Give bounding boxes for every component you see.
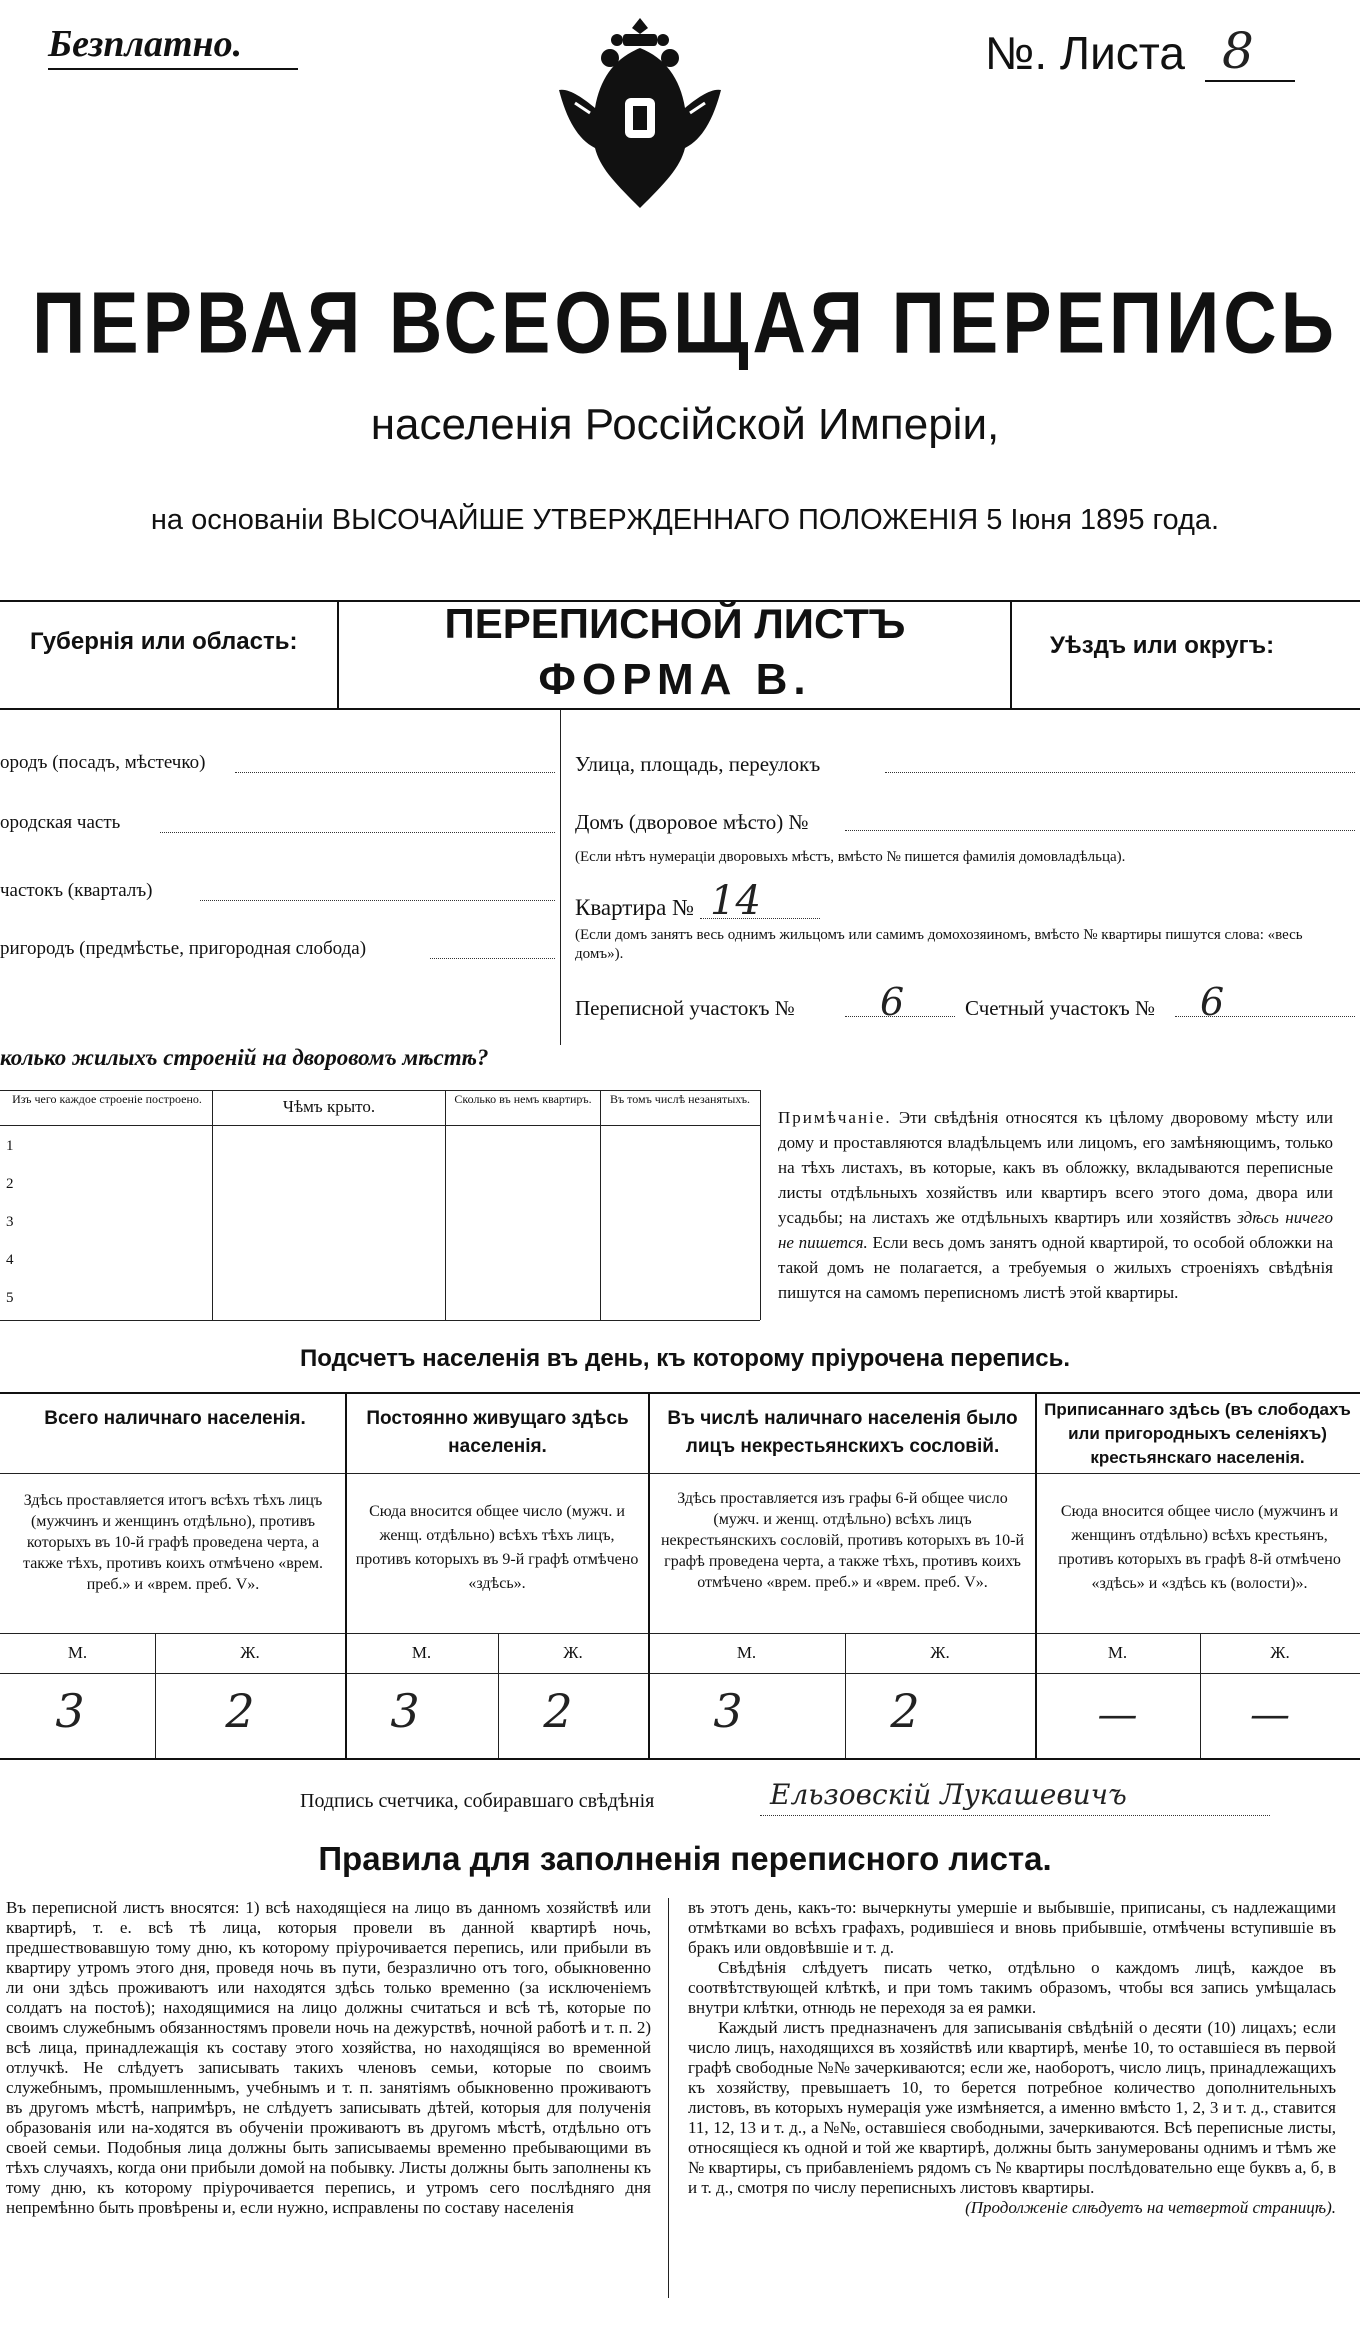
- free-underline: [48, 68, 298, 70]
- count-district-label: Счетный участокъ №: [965, 996, 1156, 1020]
- count-col3-text: Здѣсь проставляется изъ графы 6-й общее число (мужч. и женщ. отдѣльно) всѣхъ лицъ некрестьянскихъ сословій, противъ которыхъ въ 10-й графѣ проведена черта, а также тѣхъ, противъ коихъ отмѣчено «врем. преб.» и «врем. преб. V».: [660, 1490, 1025, 1591]
- buildings-col3-head: Сколько въ немъ квартиръ.: [454, 1092, 592, 1106]
- count-col4-head: Приписаннаго здѣсь (въ слободахъ или пригородныхъ селеніяхъ) крестьянскаго населенія.: [1044, 1400, 1351, 1467]
- count-f-2: Ж.: [563, 1643, 583, 1662]
- free-label: Безплатно.: [48, 23, 243, 65]
- house-fill: [845, 830, 1355, 831]
- rules-right-column: [688, 1898, 1336, 2218]
- sheet-number-underline: [1205, 80, 1295, 82]
- apartment-fill: [700, 918, 820, 919]
- note-label: Примѣчаніе.: [778, 1108, 892, 1127]
- gorod-fill: [235, 772, 555, 773]
- apartment-label: Квартира №: [575, 895, 695, 920]
- sheet-title: ПЕРЕПИСНОЙ ЛИСТЪ: [444, 600, 906, 647]
- buildings-top: [0, 1090, 760, 1091]
- gorod-label: ородъ (посадъ, мѣстечко): [0, 752, 206, 773]
- rules-left-column: [6, 1898, 651, 2218]
- rules-right-text-3: Каждый листъ предназначенъ для записыванія свѣдѣній о десяти (10) лицахъ; если число лицъ, находящихся въ хозяйствѣ или квартирѣ, менѣе 10, то оставшіеся въ первой графѣ свободные №№ зачеркиваются; если же, наоборотъ, число лицъ, принадлежащихъ къ хозяйству, превышаетъ 10, то берется потребное количество дополнительныхъ листовъ, въ которыхъ нумерація уже измѣняется, а именно вмѣсто 1, 2, 3 и т. д., ставится 11, 12, 13 и т. д., а №№, оставшіеся свободными, зачеркиваются. Всѣ переписные листы, относящіеся къ одной и той же квартирѣ, должны быть занумерованы однимъ и тѣмъ же № квартиры, съ прибавленіемъ рядомъ съ № квартиры послѣдовательно еще буквъ а, б, в и т. д., смотря по числу переписныхъ листовъ квартиры.: [688, 2018, 1336, 2197]
- count-m-1: М.: [67, 1643, 88, 1662]
- count-value-3: 3: [390, 1684, 420, 1738]
- sheet-number-label: №. Листа: [985, 27, 1185, 79]
- buildings-col2-head: Чѣмъ крыто.: [282, 1097, 376, 1116]
- form-header-divider-left: [337, 600, 339, 710]
- count-district-fill: [1175, 1016, 1355, 1017]
- census-district-fill: [845, 1016, 955, 1017]
- buildings-col-3: [600, 1090, 601, 1320]
- form-name: ФОРМА В.: [538, 655, 812, 704]
- buildings-bottom: [0, 1320, 760, 1321]
- count-col1-head: Всего наличнаго населенія.: [44, 1408, 306, 1429]
- page-title: ПЕРВАЯ ВСЕОБЩАЯ ПЕРЕПИСЬ: [32, 273, 1338, 372]
- note-italic: здѣсь ничего не пишется.: [778, 1208, 1334, 1252]
- rules-left-text: Въ переписной листъ вносятся: 1) всѣ находящіеся на лицо въ данномъ хозяйствѣ или квартирѣ, т. е. всѣ тѣ лица, которыя провели въ данной квартирѣ ночь, предшествовавшую тому дню, къ которому пріурочивается перепись, или прибыли въ квартиру утромъ этого дня, проведя ночь въ пути, безразлично отъ того, обыкновенно ли они здѣсь проживаютъ или находятся здѣсь только временно (за исключеніемъ солдатъ на постоѣ); находящимися на лицо должны считаться и всѣ тѣ, которые по своимъ служебнымъ обязанностямъ провели ночь на дежурствѣ, ночной работѣ и т. п. 2) всѣ лица, принадлежащія къ составу этого хозяйства, но находящіяся во временной отлучкѣ. Не слѣдуетъ записывать такихъ членовъ семьи, которые по своимъ служебнымъ, промышленнымъ, учебнымъ и т. п. занятіямъ обыкновенно проживаютъ въ другомъ мѣстѣ, напримѣръ, не слѣдуетъ записывать дѣтей, которыя для полученія образованія или на-ходятся въ обученіи проживаютъ въ другомъ мѣстѣ, отдѣльно отъ своей семьи. Подобныя лица должны быть записываемы временно пребывающими въ тѣхъ случаяхъ, когда они прибыли домой на побывку. Листы должны быть заполнены къ тому дню, къ которому пріурочивается перепись, и утромъ сего послѣдняго дня непремѣнно быть провѣрены и, если нужно, исправлены по составу населенія: [6, 1898, 651, 2217]
- count-m-4: М.: [1107, 1643, 1128, 1662]
- imperial-eagle-emblem: [555, 18, 725, 213]
- uchastok-label: частокъ (кварталъ): [0, 880, 153, 901]
- count-col3-head: Въ числѣ наличнаго населенія было лицъ некрестьянскихъ сословій.: [667, 1408, 1018, 1457]
- rules-right-text-1: въ этотъ день, какъ-то: вычеркнуты умершіе и выбывшіе, приписаны, съ надлежащими отмѣтками во всѣхъ графахъ, родившіеся и вновь прибывшіе, отмѣчены вступившіе въ бракъ или овдовѣвшіе и т. д.: [688, 1898, 1336, 1957]
- count-bottom: [0, 1758, 1360, 1760]
- rules-continued: (Продолженіе слѣдуетъ на четвертой страницѣ).: [965, 2198, 1336, 2217]
- buildings-row-2: 2: [6, 1176, 14, 1192]
- count-district-value: 6: [1200, 980, 1225, 1024]
- signature-fill: [760, 1815, 1270, 1816]
- sheet-number-value: 8: [1222, 22, 1254, 80]
- count-value-2: 2: [225, 1684, 255, 1738]
- page-subtitle: населенія Россійской Имперіи,: [370, 400, 1000, 449]
- uezd-label: Уѣздъ или округъ:: [1050, 632, 1275, 659]
- uchastok-fill: [200, 900, 555, 901]
- count-value-6: 2: [890, 1684, 920, 1738]
- gorodskaya-fill: [160, 832, 555, 833]
- buildings-row-1: 1: [6, 1138, 14, 1154]
- count-value-7: —: [1097, 1692, 1138, 1738]
- apartment-value: 14: [710, 878, 761, 924]
- count-m-2: М.: [411, 1643, 432, 1662]
- note-text: Эти свѣдѣнія относятся къ цѣлому дворовому мѣсту или дому и проставляются владѣльцемъ или лицомъ, его замѣняющимъ, только на тѣхъ листахъ, въ которые, какъ въ обложку, вкладываются переписные листы отдѣльныхъ хозяйствъ или квартиръ всего этого дома, двора или усадьбы; на листахъ же отдѣльныхъ квартиръ или хозяйствъ: [778, 1108, 1333, 1227]
- count-col4-text: Сюда вносится общее число (мужчинъ и женщинъ отдѣльно) всѣхъ крестьянъ, противъ которыхъ въ графѣ 8-й отмѣчено «здѣсь» и «здѣсь къ (волости)».: [1058, 1503, 1341, 1592]
- basis-line: на основаніи ВЫСОЧАЙШЕ УТВЕРЖДЕННАГО ПОЛОЖЕНІЯ 5 Іюня 1895 года.: [150, 504, 1220, 536]
- census-district-value: 6: [880, 980, 905, 1024]
- signature-value: Ельзовскій Лукашевичъ: [770, 1778, 1127, 1811]
- buildings-row-5: 5: [6, 1290, 14, 1306]
- prigorod-fill: [430, 958, 555, 959]
- buildings-col-1: [212, 1090, 213, 1320]
- count-title: Подсчетъ населенія въ день, къ которому пріурочена перепись.: [300, 1345, 1070, 1372]
- buildings-col1-head: Изъ чего каждое строеніе построено.: [12, 1092, 202, 1106]
- count-f-4: Ж.: [1270, 1643, 1290, 1662]
- gorodskaya-label: ородская часть: [0, 812, 121, 833]
- count-value-5: 3: [713, 1684, 743, 1738]
- buildings-row-3: 3: [6, 1214, 14, 1230]
- count-value-8: —: [1250, 1692, 1290, 1738]
- count-f-1: Ж.: [240, 1643, 260, 1662]
- rules-divider: [668, 1898, 669, 2298]
- form-header-divider-right: [1010, 600, 1012, 710]
- street-fill: [885, 772, 1355, 773]
- signature-label: Подпись счетчика, собиравшаго свѣдѣнія: [300, 1790, 655, 1812]
- guberniya-label: Губернія или область:: [30, 628, 298, 655]
- buildings-col-2: [445, 1090, 446, 1320]
- count-value-4: 2: [543, 1684, 573, 1738]
- count-col2-head: Постоянно живущаго здѣсь населенія.: [366, 1408, 629, 1457]
- buildings-col4-head: Въ томъ числѣ незанятыхъ.: [609, 1092, 751, 1106]
- rules-title: Правила для заполненія переписного листа.: [318, 1840, 1052, 1877]
- street-label: Улица, площадь, переулокъ: [575, 752, 821, 776]
- buildings-note: [778, 1105, 1333, 1305]
- count-head-bottom: [0, 1473, 1360, 1474]
- address-divider: [560, 710, 561, 1045]
- count-text-bottom: [0, 1633, 1360, 1634]
- form-header-bottom-line: [0, 708, 1360, 710]
- count-top: [0, 1392, 1360, 1394]
- count-m-3: М.: [736, 1643, 757, 1662]
- rules-right-text-2: Свѣдѣнія слѣдуетъ писать четко, отдѣльно о каждомъ лицѣ, каждое въ соотвѣтствующей клѣткѣ, и при томъ такимъ образомъ, чтобы вся запись умѣщалась внутри клѣтки, отнюдь не переходя за ея рамки.: [688, 1958, 1336, 2017]
- buildings-col-4: [760, 1090, 761, 1320]
- house-label: Домъ (дворовое мѣсто) №: [575, 810, 809, 834]
- prigorod-label: ригородъ (предмѣстье, пригородная слобода): [0, 938, 367, 959]
- buildings-row-4: 4: [6, 1252, 14, 1268]
- count-value-1: 3: [55, 1684, 85, 1738]
- buildings-head-bottom: [0, 1125, 760, 1126]
- count-mf-bottom: [0, 1673, 1360, 1674]
- count-col2-text: Сюда вносится общее число (мужч. и женщ. отдѣльно) всѣхъ тѣхъ лицъ, противъ которыхъ въ 9-й графѣ отмѣчено «здѣсь».: [355, 1503, 639, 1592]
- apartment-note: (Если домъ занятъ весь однимъ жильцомъ или самимъ домохозяиномъ, вмѣсто № квартиры пишутся слова: «весь домъ»).: [575, 927, 1303, 962]
- note-text-2: Если весь домъ занятъ одной квартирой, то особой обложки на такой домъ не полагается, а требуемыя о жилыхъ строеніяхъ свѣдѣнія пишутся на самомъ переписномъ листѣ этой квартиры.: [778, 1233, 1334, 1302]
- count-f-3: Ж.: [930, 1643, 950, 1662]
- count-col1-text: Здѣсь проставляется итогъ всѣхъ тѣхъ лицъ (мужчинъ и женщинъ отдѣльно), противъ которыхъ въ 10-й графѣ проведена черта, а также тѣхъ, противъ коихъ отмѣчено «врем. преб.» и «врем. преб. V».: [23, 1492, 323, 1593]
- buildings-question: колько жилыхъ строеній на дворовомъ мѣстѣ?: [0, 1045, 489, 1070]
- census-district-label: Переписной участокъ №: [575, 996, 795, 1020]
- house-note: (Если нѣтъ нумераціи дворовыхъ мѣстъ, вмѣсто № пишется фамилія домовладѣльца).: [575, 849, 1126, 865]
